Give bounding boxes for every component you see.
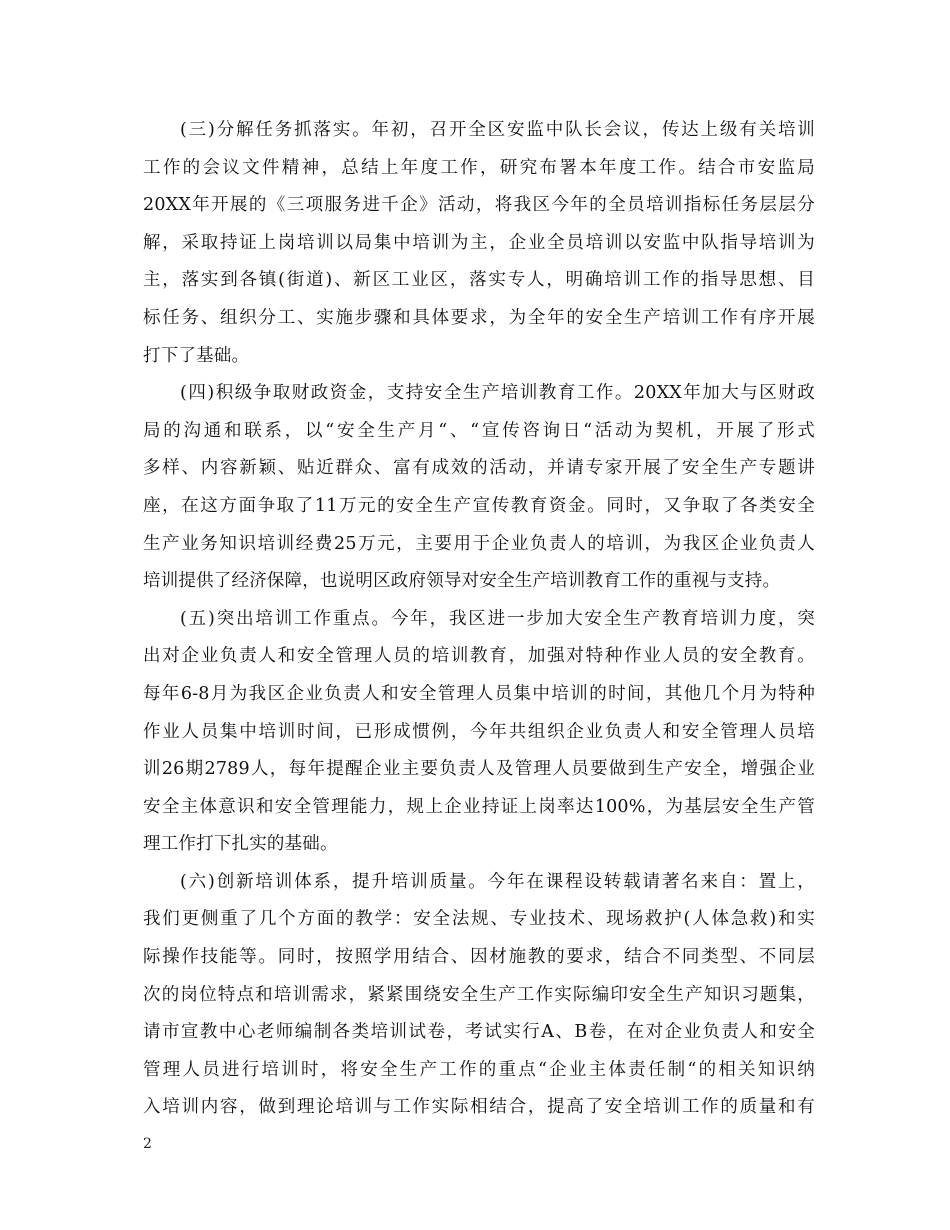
text-line: (五)突出培训工作重点。今年，我区进一步加大安全生产教育培训力度，突 — [180, 608, 815, 629]
text-line: 次的岗位特点和培训需求，紧紧围绕安全生产工作实际编印安全生产知识习题集， — [143, 984, 815, 1005]
text-line: 打下了基础。 — [143, 345, 250, 366]
text-line: 20XX年开展的《三项服务进千企》活动，将我区今年的全员培训指标任务层层分 — [143, 195, 815, 216]
text-line: 际操作技能等。同时，按照学用结合、因材施教的要求，结合不同类型、不同层 — [143, 947, 815, 968]
text-line: 请市宣教中心老师编制各类培训试卷，考试实行A、B卷，在对企业负责人和安全 — [143, 1022, 815, 1043]
text-line: 作业人员集中培训时间，已形成惯例，今年共组织企业负责人和安全管理人员培 — [143, 721, 815, 742]
text-line: 主，落实到各镇(街道)、新区工业区，落实专人，明确培训工作的指导思想、目 — [143, 270, 815, 291]
text-line: 训26期2789人，每年提醒企业主要负责人及管理人员要做到生产安全，增强企业 — [143, 759, 815, 780]
text-line: 生产业务知识培训经费25万元，主要用于企业负责人的培训，为我区企业负责人 — [143, 533, 815, 554]
text-line: 座，在这方面争取了11万元的安全生产宣传教育资金。同时，又争取了各类安全 — [143, 495, 815, 516]
page-number: 2 — [143, 1136, 152, 1152]
text-line: 出对企业负责人和安全管理人员的培训教育，加强对特种作业人员的安全教育。 — [143, 646, 815, 667]
text-line: 理工作打下扎实的基础。 — [143, 834, 338, 855]
text-line: 局的沟通和联系，以“安全生产月“、“宣传咨询日“活动为契机，开展了形式 — [143, 420, 815, 441]
text-line: 多样、内容新颖、贴近群众、富有成效的活动，并请专家开展了安全生产专题讲 — [143, 458, 815, 479]
text-line: 培训提供了经济保障，也说明区政府领导对安全生产培训教育工作的重视与支持。 — [143, 571, 781, 592]
text-line: 管理人员进行培训时，将安全生产工作的重点“企业主体责任制“的相关知识纳 — [143, 1059, 815, 1080]
text-line: 标任务、组织分工、实施步骤和具体要求，为全年的安全生产培训工作有序开展 — [143, 307, 815, 328]
text-line: 安全主体意识和安全管理能力，规上企业持证上岗率达100%，为基层安全生产管 — [143, 796, 815, 817]
text-line: 解，采取持证上岗培训以局集中培训为主，企业全员培训以安监中队指导培训为 — [143, 232, 815, 253]
paragraph-training-focus — [143, 601, 815, 864]
text-line: (六)创新培训体系，提升培训质量。今年在课程设转载请著名来自：置上， — [180, 871, 815, 892]
text-line: 我们更侧重了几个方面的教学：安全法规、专业技术、现场救护(人体急救)和实 — [143, 909, 815, 930]
document-body — [143, 112, 815, 1127]
text-line: 入培训内容，做到理论培训与工作实际相结合，提高了安全培训工作的质量和有 — [143, 1097, 815, 1118]
text-line: (三)分解任务抓落实。年初，召开全区安监中队长会议，传达上级有关培训 — [180, 120, 815, 140]
paragraph-training-system — [143, 864, 815, 1127]
text-line: (四)积级争取财政资金，支持安全生产培训教育工作。20XX年加大与区财政 — [180, 383, 815, 404]
paragraph-task-breakdown — [143, 112, 815, 375]
paragraph-funding — [143, 375, 815, 601]
text-line: 每年6-8月为我区企业负责人和安全管理人员集中培训的时间，其他几个月为特种 — [143, 683, 815, 704]
text-line: 工作的会议文件精神，总结上年度工作，研究布署本年度工作。结合市安监局 — [143, 157, 815, 178]
